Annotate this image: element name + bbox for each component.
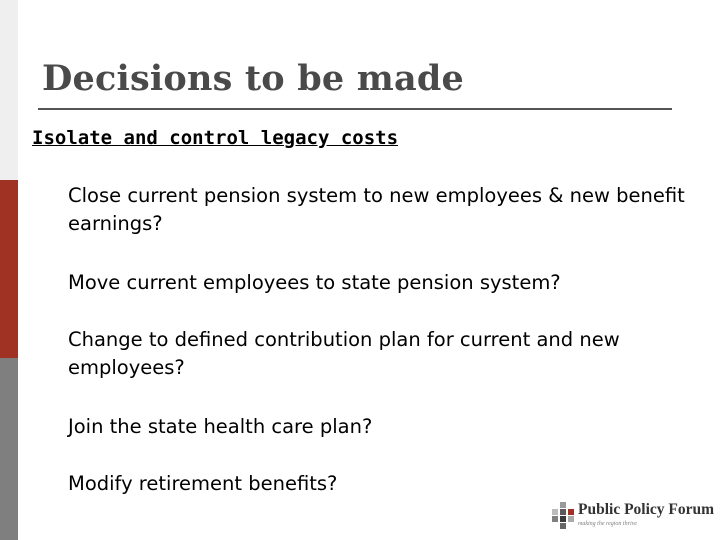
slide-title: Decisions to be made — [42, 58, 464, 99]
bullet-defined-contribution: Change to defined contribution plan for current and new employees? — [68, 328, 620, 379]
left-band-accent — [0, 180, 18, 358]
bullet-close-pension: Close current pension system to new employees & new benefit earnings? — [68, 184, 685, 235]
logo-name: Public Policy Forum — [578, 501, 715, 518]
public-policy-forum-logo — [550, 500, 715, 536]
bullet-health-care: Join the state health care plan? — [68, 415, 373, 438]
left-band-bottom — [0, 358, 18, 540]
left-band-top — [0, 0, 18, 180]
bullet-move-employees: Move current employees to state pension system? — [68, 271, 561, 294]
logo-grid-icon — [550, 502, 576, 528]
logo-tagline: making the region thrive — [578, 521, 637, 527]
title-divider — [38, 108, 672, 110]
section-heading: Isolate and control legacy costs — [32, 127, 399, 149]
bullet-retirement-benefits: Modify retirement benefits? — [68, 472, 338, 495]
